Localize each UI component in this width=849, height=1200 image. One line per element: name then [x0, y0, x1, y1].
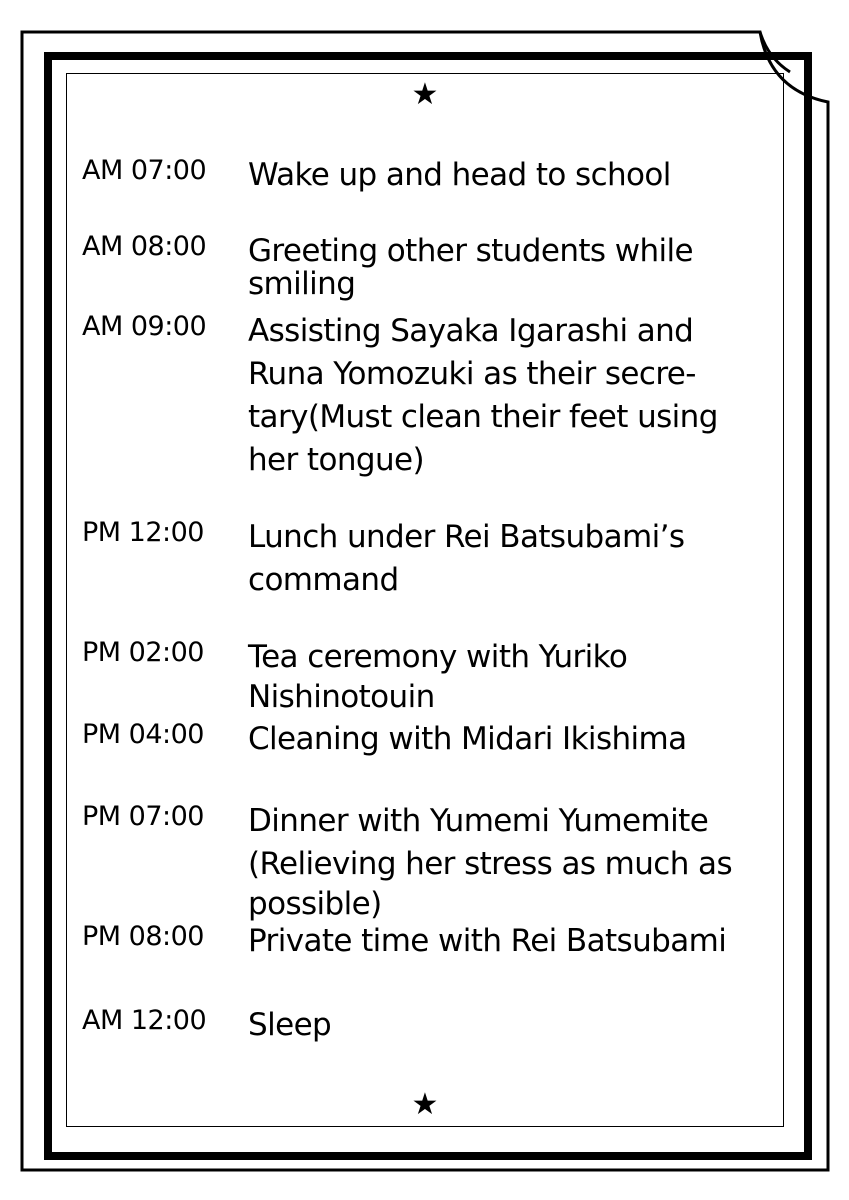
- top-star-icon: ★: [411, 77, 439, 112]
- activity-line: Wake up and head to school: [248, 157, 671, 193]
- activity-line: Assisting Sayaka Igarashi and: [248, 313, 694, 349]
- activity-line: Cleaning with Midari Ikishima: [248, 721, 687, 757]
- schedule-time: PM 08:00: [82, 921, 204, 952]
- schedule-activity: [248, 154, 788, 197]
- schedule-time: AM 07:00: [82, 155, 207, 186]
- activity-line: tary(Must clean their feet using: [248, 399, 718, 435]
- activity-line: Greeting other students while: [248, 233, 694, 269]
- activity-line: command: [248, 562, 399, 598]
- activity-line: Lunch under Rei Batsubami’s: [248, 519, 685, 555]
- activity-line: Dinner with Yumemi Yumemite: [248, 803, 709, 839]
- activity-line: Sleep: [248, 1007, 332, 1043]
- activity-line: (Relieving her stress as much as: [248, 846, 733, 882]
- activity-line: possible): [248, 886, 382, 922]
- schedule-activity: [248, 1004, 788, 1047]
- bottom-star-icon: ★: [411, 1087, 439, 1122]
- activity-line: Nishinotouin: [248, 679, 435, 715]
- activity-line: smiling: [248, 266, 356, 302]
- activity-line: Runa Yomozuki as their secre-: [248, 356, 696, 392]
- schedule-activity: [248, 920, 788, 963]
- schedule-time: AM 08:00: [82, 231, 207, 262]
- schedule-activity: [248, 718, 788, 761]
- schedule-activity: [248, 800, 788, 922]
- schedule-activity: [248, 310, 788, 482]
- schedule-time: PM 12:00: [82, 517, 204, 548]
- schedule-activity: [248, 516, 788, 602]
- activity-line: Tea ceremony with Yuriko: [248, 639, 628, 675]
- schedule-activity: [248, 230, 788, 302]
- schedule-time: AM 09:00: [82, 311, 207, 342]
- activity-line: her tongue): [248, 442, 424, 478]
- schedule-time: PM 07:00: [82, 801, 204, 832]
- schedule-activity: [248, 636, 788, 715]
- schedule-time: PM 04:00: [82, 719, 204, 750]
- activity-line: Private time with Rei Batsubami: [248, 923, 727, 959]
- schedule-time: AM 12:00: [82, 1005, 207, 1036]
- schedule-time: PM 02:00: [82, 637, 204, 668]
